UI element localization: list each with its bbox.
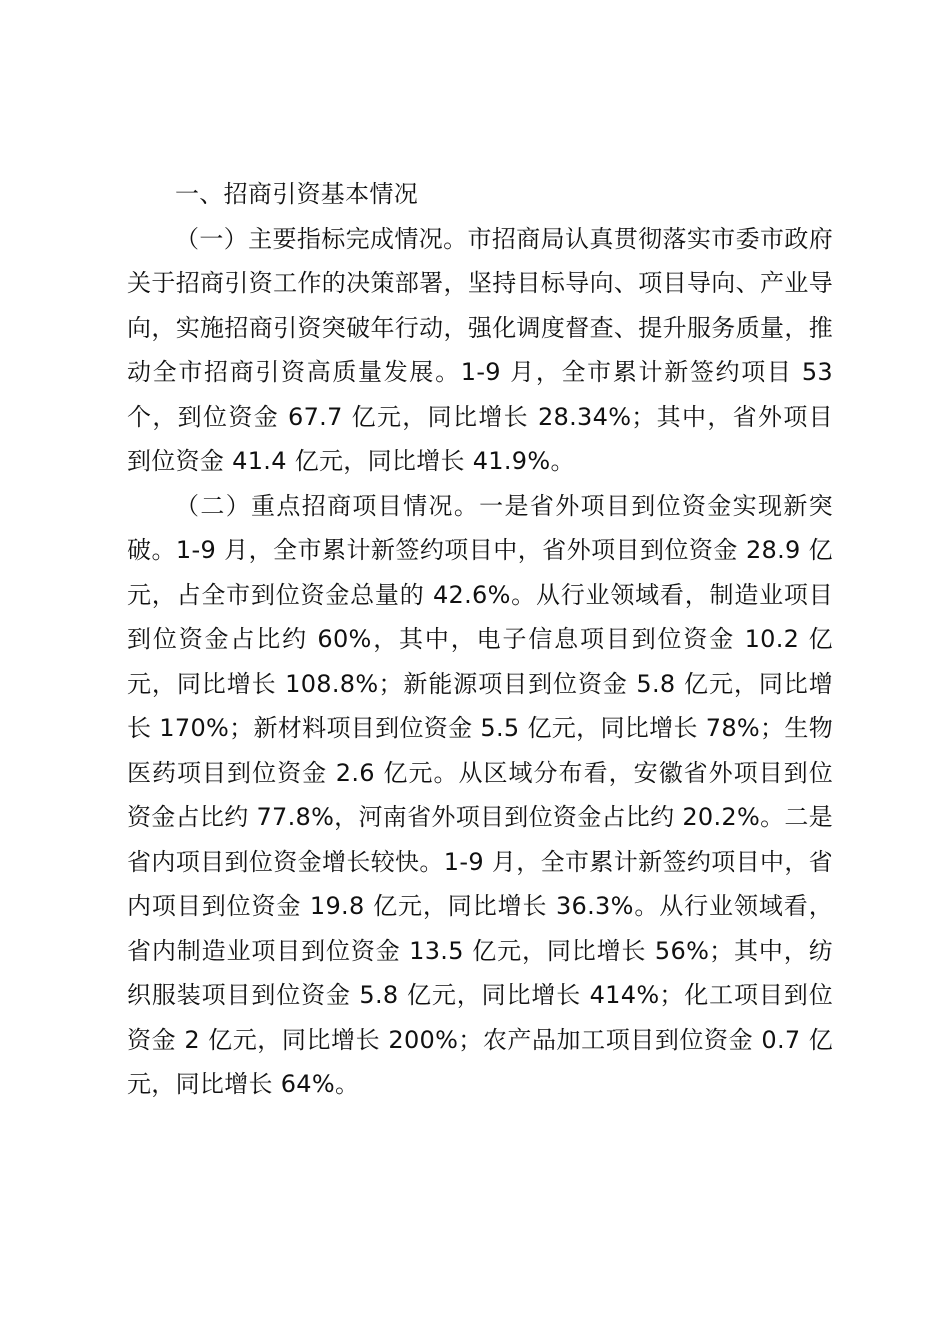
section-heading: 一、招商引资基本情况 <box>175 180 418 208</box>
paragraph-main-indicators: （一）主要指标完成情况。市招商局认真贯彻落实市委市政府关于招商引资工作的决策部署，坚持目标导向、项目导向、产业导向，实施招商引资突破年行动，强化调度督查、提升服务质量，推动全市招商引资高质量发展。1-9 月，全市累计新签约项目 53 个，到位资金 67.7 亿元，同比增长 28.34%；其中，省外项目到位资金 41.4 亿元，同比增长 41.9%。 <box>127 224 833 475</box>
paragraph-key-projects: （二）重点招商项目情况。一是省外项目到位资金实现新突破。1-9 月，全市累计新签约项目中，省外项目到位资金 28.9 亿元，占全市到位资金总量的 42.6%。从行业领域看，制造业项目到位资金占比约 60%，其中，电子信息项目到位资金 10.2 亿元，同比增长 108.8%；新能源项目到位资金 5.8 亿元，同比增长 170%；新材料项目到位资金 5.5 亿元，同比增长 78%；生物医药项目到位资金 2.6 亿元。从区域分布看，安徽省外项目到位资金占比约 77.8%，河南省外项目到位资金占比约 20.2%。二是省内项目到位资金增长较快。1-9 月，全市累计新签约项目中，省内项目到位资金 19.8 亿元，同比增长 36.3%。从行业领域看，省内制造业项目到位资金 13.5 亿元，同比增长 56%；其中，纺织服装项目到位资金 5.8 亿元，同比增长 414%；化工项目到位资金 2 亿元，同比增长 200%；农产品加工项目到位资金 0.7 亿元，同比增长 64%。 <box>127 491 833 1098</box>
document-body <box>127 172 833 1107</box>
